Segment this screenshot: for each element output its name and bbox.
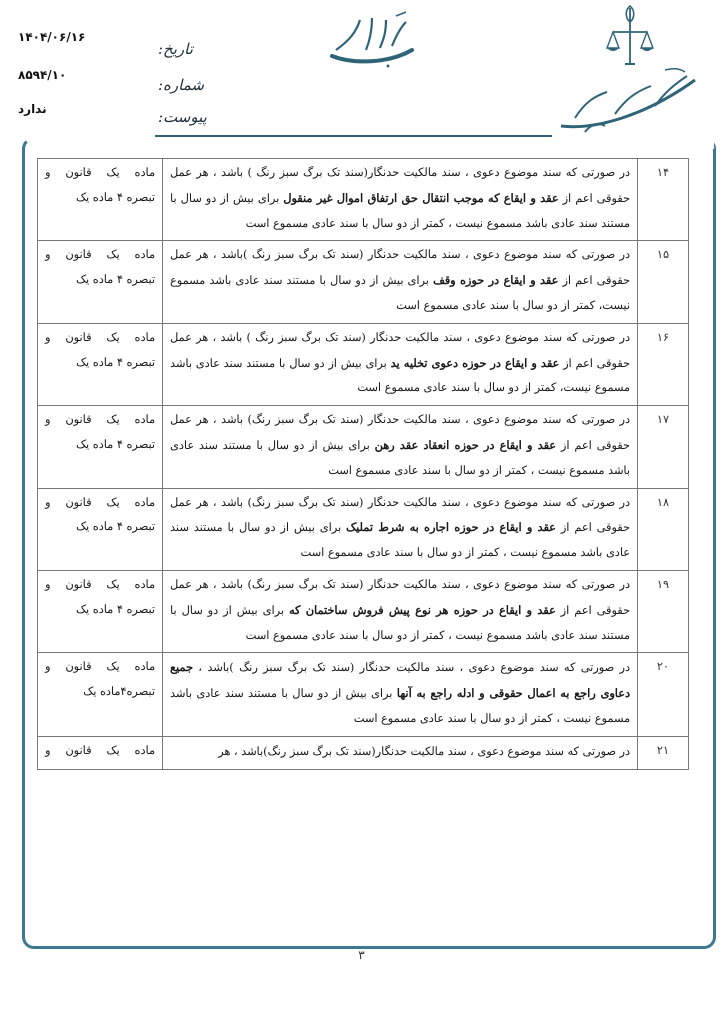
row-number: ۱۶ bbox=[638, 323, 689, 405]
row-legal-reference: ماده یک قانون و تبصره ۴ ماده یک bbox=[38, 159, 163, 241]
number-value: ۸۵۹۴/۱۰ bbox=[18, 68, 67, 82]
row-description: در صورتی که سند موضوع دعوی ، سند مالکیت حدنگار(سند تک برگ سبز رنگ)باشد ، هر bbox=[163, 736, 638, 769]
row-number: ۲۱ bbox=[638, 736, 689, 769]
row-legal-reference: ماده یک قانون و تبصره ۴ ماده یک bbox=[38, 570, 163, 652]
row-legal-reference: ماده یک قانون و تبصره۴ماده یک bbox=[38, 653, 163, 736]
row-legal-reference: ماده یک قانون و تبصره ۴ ماده یک bbox=[38, 406, 163, 488]
row-number: ۲۰ bbox=[638, 653, 689, 736]
row-description: در صورتی که سند موضوع دعوی ، سند مالکیت حدنگار (سند تک برگ سبز رنگ) باشد ، هر عمل حقوقی اعم از عقد و ایقاع در حوزه انعقاد عقد رهن برای بیش از دو سال با مستند سند عادی باشد مسموع نیست ، کمتر از دو سال با سند عادی مسموع است bbox=[163, 406, 638, 488]
date-row bbox=[18, 30, 208, 58]
row-number: ۱۵ bbox=[638, 241, 689, 323]
table-row bbox=[38, 736, 689, 769]
attachment-label: پیوست: bbox=[158, 108, 207, 126]
row-description: در صورتی که سند موضوع دعوی ، سند مالکیت حدنگار (سند تک برگ سبز رنگ ) باشد ، هر عمل حقوقی اعم از عقد و ایقاع در حوزه دعوی تخلیه ید برای بیش از دو سال با مستند سند عادی باشد مسموع نیست، کمتر از دو سال با سند عادی مسموع است bbox=[163, 323, 638, 405]
table-row bbox=[38, 241, 689, 323]
row-number: ۱۴ bbox=[638, 159, 689, 241]
row-number: ۱۷ bbox=[638, 406, 689, 488]
attachment-row bbox=[18, 102, 208, 124]
number-label: شماره: bbox=[158, 76, 204, 94]
row-legal-reference: ماده یک قانون و bbox=[38, 736, 163, 769]
attachment-value: ندارد bbox=[18, 102, 47, 116]
rules-table bbox=[37, 158, 689, 770]
court-name-calligraphy bbox=[555, 66, 707, 136]
court-name-icon bbox=[555, 66, 707, 136]
row-legal-reference: ماده یک قانون و تبصره ۴ ماده یک bbox=[38, 241, 163, 323]
judiciary-emblem bbox=[605, 4, 655, 74]
scales-of-justice-icon bbox=[605, 4, 655, 74]
row-legal-reference: ماده یک قانون و تبصره ۴ ماده یک bbox=[38, 323, 163, 405]
frame-gap bbox=[704, 137, 714, 149]
basmala-calligraphy bbox=[326, 10, 418, 68]
table-row bbox=[38, 323, 689, 405]
date-label: تاریخ: bbox=[158, 40, 193, 58]
basmala-icon bbox=[326, 10, 418, 68]
row-description: در صورتی که سند موضوع دعوی ، سند مالکیت حدنگار(سند تک برگ سبز رنگ ) باشد ، هر عمل حقوقی اعم از عقد و ایقاع که موجب انتقال حق ارتفاق اموال غیر منقول برای بیش از دو سال با مستند سند عادی باشد مسموع نیست ، کمتر از دو سال با سند عادی مسموع است bbox=[163, 159, 638, 241]
row-description: در صورتی که سند موضوع دعوی ، سند مالکیت حدنگار (سند تک برگ سبز رنگ )باشد ، هر عمل حقوقی اعم از عقد و ایقاع در حوزه وقف برای بیش از دو سال با مستند سند عادی باشد مسموع نیست، کمتر از دو سال با سند عادی مسموع است bbox=[163, 241, 638, 323]
table-row bbox=[38, 488, 689, 570]
table-row bbox=[38, 406, 689, 488]
row-number: ۱۹ bbox=[638, 570, 689, 652]
date-value: ۱۴۰۴/۰۶/۱۶ bbox=[18, 30, 86, 44]
page-number: ۳ bbox=[358, 948, 365, 962]
table-row bbox=[38, 570, 689, 652]
table-row bbox=[38, 159, 689, 241]
row-description: در صورتی که سند موضوع دعوی ، سند مالکیت حدنگار (سند تک برگ سبز رنگ )باشد ، جمیع دعاوی راجع به اعمال حقوقی و ادله راجع به آنها برای بیش از دو سال با مستند سند عادی باشد مسموع نیست ، کمتر از دو سال با سند عادی مسموع است bbox=[163, 653, 638, 736]
row-description: در صورتی که سند موضوع دعوی ، سند مالکیت حدنگار (سند تک برگ سبز رنگ) باشد ، هر عمل حقوقی اعم از عقد و ایقاع در حوزه اجاره به شرط تملیک برای بیش از دو سال با مستند سند عادی باشد مسموع نیست ، کمتر از دو سال با سند عادی مسموع است bbox=[163, 488, 638, 570]
table-row bbox=[38, 653, 689, 736]
row-description: در صورتی که سند موضوع دعوی ، سند مالکیت حدنگار (سند تک برگ سبز رنگ) باشد ، هر عمل حقوقی اعم از عقد و ایقاع در حوزه هر نوع پیش فروش ساختمان که برای بیش از دو سال با مستند سند عادی باشد مسموع نیست ، کمتر از دو سال با سند عادی مسموع است bbox=[163, 570, 638, 652]
number-row bbox=[18, 68, 208, 94]
row-number: ۱۸ bbox=[638, 488, 689, 570]
row-legal-reference: ماده یک قانون و تبصره ۴ ماده یک bbox=[38, 488, 163, 570]
